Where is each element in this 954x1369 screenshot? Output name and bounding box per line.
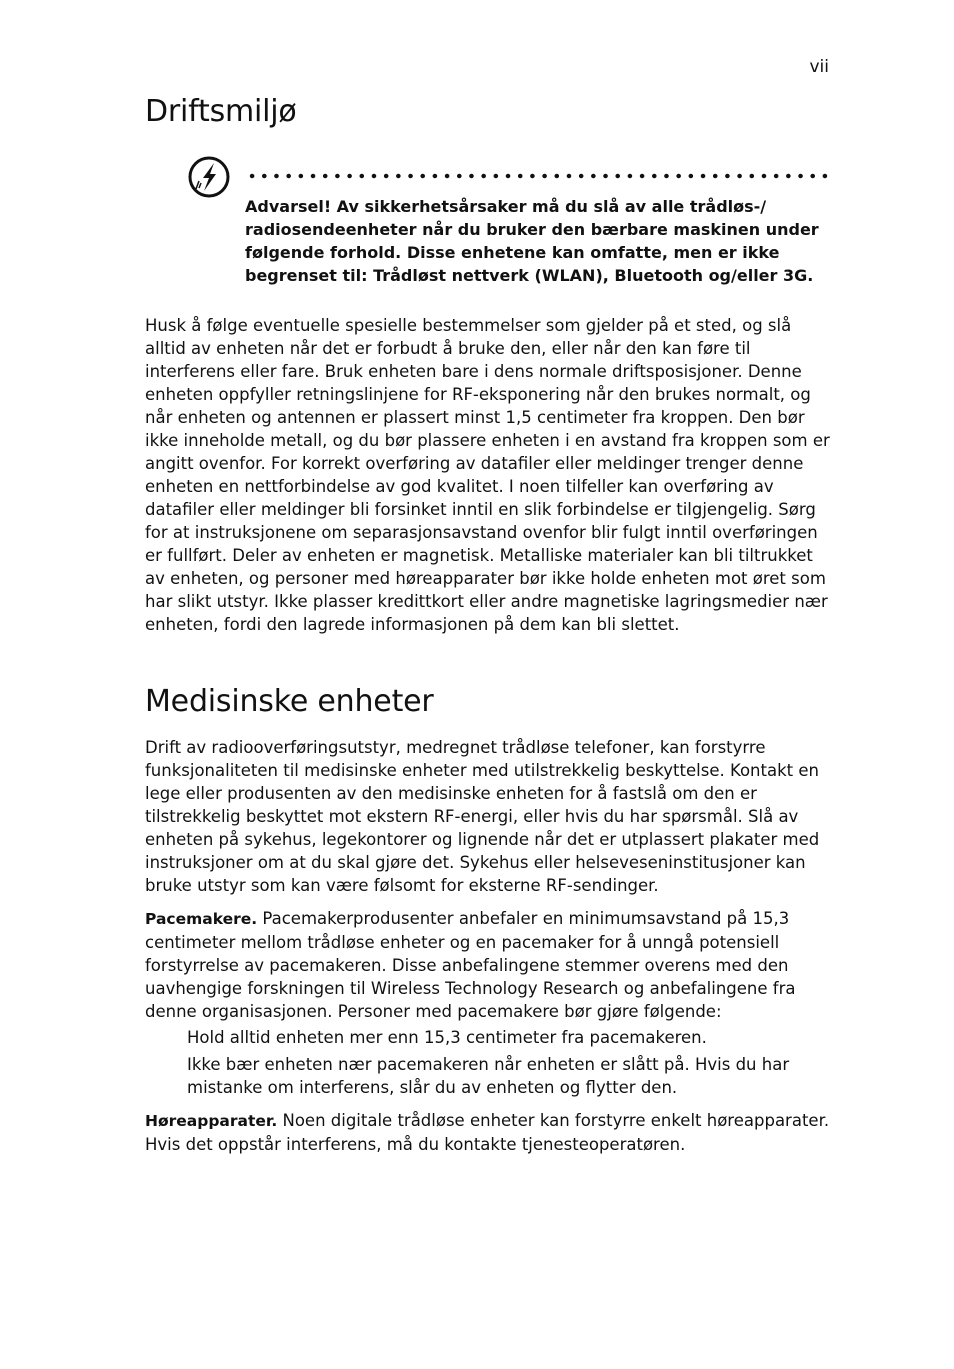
driftsmiljo-body: Husk å følge eventuelle spesielle bestemmelser som gjelder på et sted, og slå alltid av enheten når det er forbudt å bruke den, eller når den kan føre til interferens eller fare. Bruk enheten bare i dens normale driftsposisjoner. Denne enheten oppfyller retningslinjene for RF-eksponering når den brukes normalt, og når enheten og antennen er plassert minst 1,5 centimeter fra kroppen. Den bør ikke inneholde metall, og du bør plassere enheten i en avstand fra kroppen som er angitt ovenfor. For korrekt overføring av datafiler eller meldinger trenger denne enheten en nettforbindelse av god kvalitet. I noen tilfeller kan overføring av datafiler eller meldinger bli forsinket inntil en slik forbindelse er tilgjengelig. Sørg for at instruksjonene om separasjonsavstand ovenfor blir fulgt inntil overføringen er fullført. Deler av enheten er magnetisk. Metalliske materialer kan bli tiltrukket av enheten, og personer med høreapparater bør ikke holde enheten mot øret som har slikt utstyr. Ikke plasser kredittkort eller andre magnetiske lagringsmedier nær enheten, fordi den lagrede informasjonen på dem kan bli slettet. [145, 316, 830, 634]
pacemaker-text: Pacemakerprodusenter anbefaler en minimumsavstand på 15,3 centimeter mellom trådløse enheter og en pacemaker for å unngå potensiell forstyrrelse av pacemakeren. Disse anbefalingene stemmer overens med den uavhengige forskningen til Wireless Technology Research og anbefalingene fra denne organisasjonen. Personer med pacemakere bør gjøre følgende: [145, 909, 796, 1021]
page-number: vii [809, 57, 829, 77]
hearing-aid-text: Noen digitale trådløse enheter kan forstyrre enkelt høreapparater. Hvis det oppstår interferens, må du kontakte tjenesteoperatøren. [145, 1111, 830, 1154]
warning-bolt-icon [186, 154, 232, 200]
pacemaker-bullet: Hold alltid enheten mer enn 15,3 centimeter fra pacemakeren. [187, 1028, 707, 1047]
warning-dotted-divider [246, 173, 832, 179]
pacemaker-bullet: Ikke bær enheten nær pacemakeren når enheten er slått på. Hvis du har mistanke om interferens, slår du av enheten og flytter den. [187, 1055, 790, 1097]
hearing-aid-paragraph [145, 1109, 833, 1156]
section-title-driftsmiljo: Driftsmiljø [145, 94, 297, 129]
section-title-medisinske-enheter: Medisinske enheter [145, 684, 434, 719]
warning-text: Advarsel! Av sikkerhetsårsaker må du slå av alle trådløs-/ radiosendeenheter når du bruker den bærbare maskinen under følgende forhold. Disse enhetene kan omfatte, men er ikke begrenset til: Trådløst nettverk (WLAN), Bluetooth og/eller 3G. [245, 197, 819, 285]
hearing-aid-label: Høreapparater. [145, 1112, 278, 1130]
pacemaker-label: Pacemakere. [145, 910, 258, 928]
medisinske-body: Drift av radiooverføringsutstyr, medregnet trådløse telefoner, kan forstyrre funksjonaliteten til medisinske enheter med utilstrekkelig beskyttelse. Kontakt en lege eller produsenten av den medisinske enheten for å fastslå om den er tilstrekkelig beskyttet mot ekstern RF-energi, eller hvis du har spørsmål. Slå av enheten på sykehus, legekontorer og lignende når det er utplassert plakater med instruksjoner om at du skal gjøre det. Sykehus eller helseveseninstitusjoner kan bruke utstyr som kan være følsomt for eksterne RF-sendinger. [145, 738, 820, 895]
pacemaker-paragraph [145, 907, 833, 1023]
